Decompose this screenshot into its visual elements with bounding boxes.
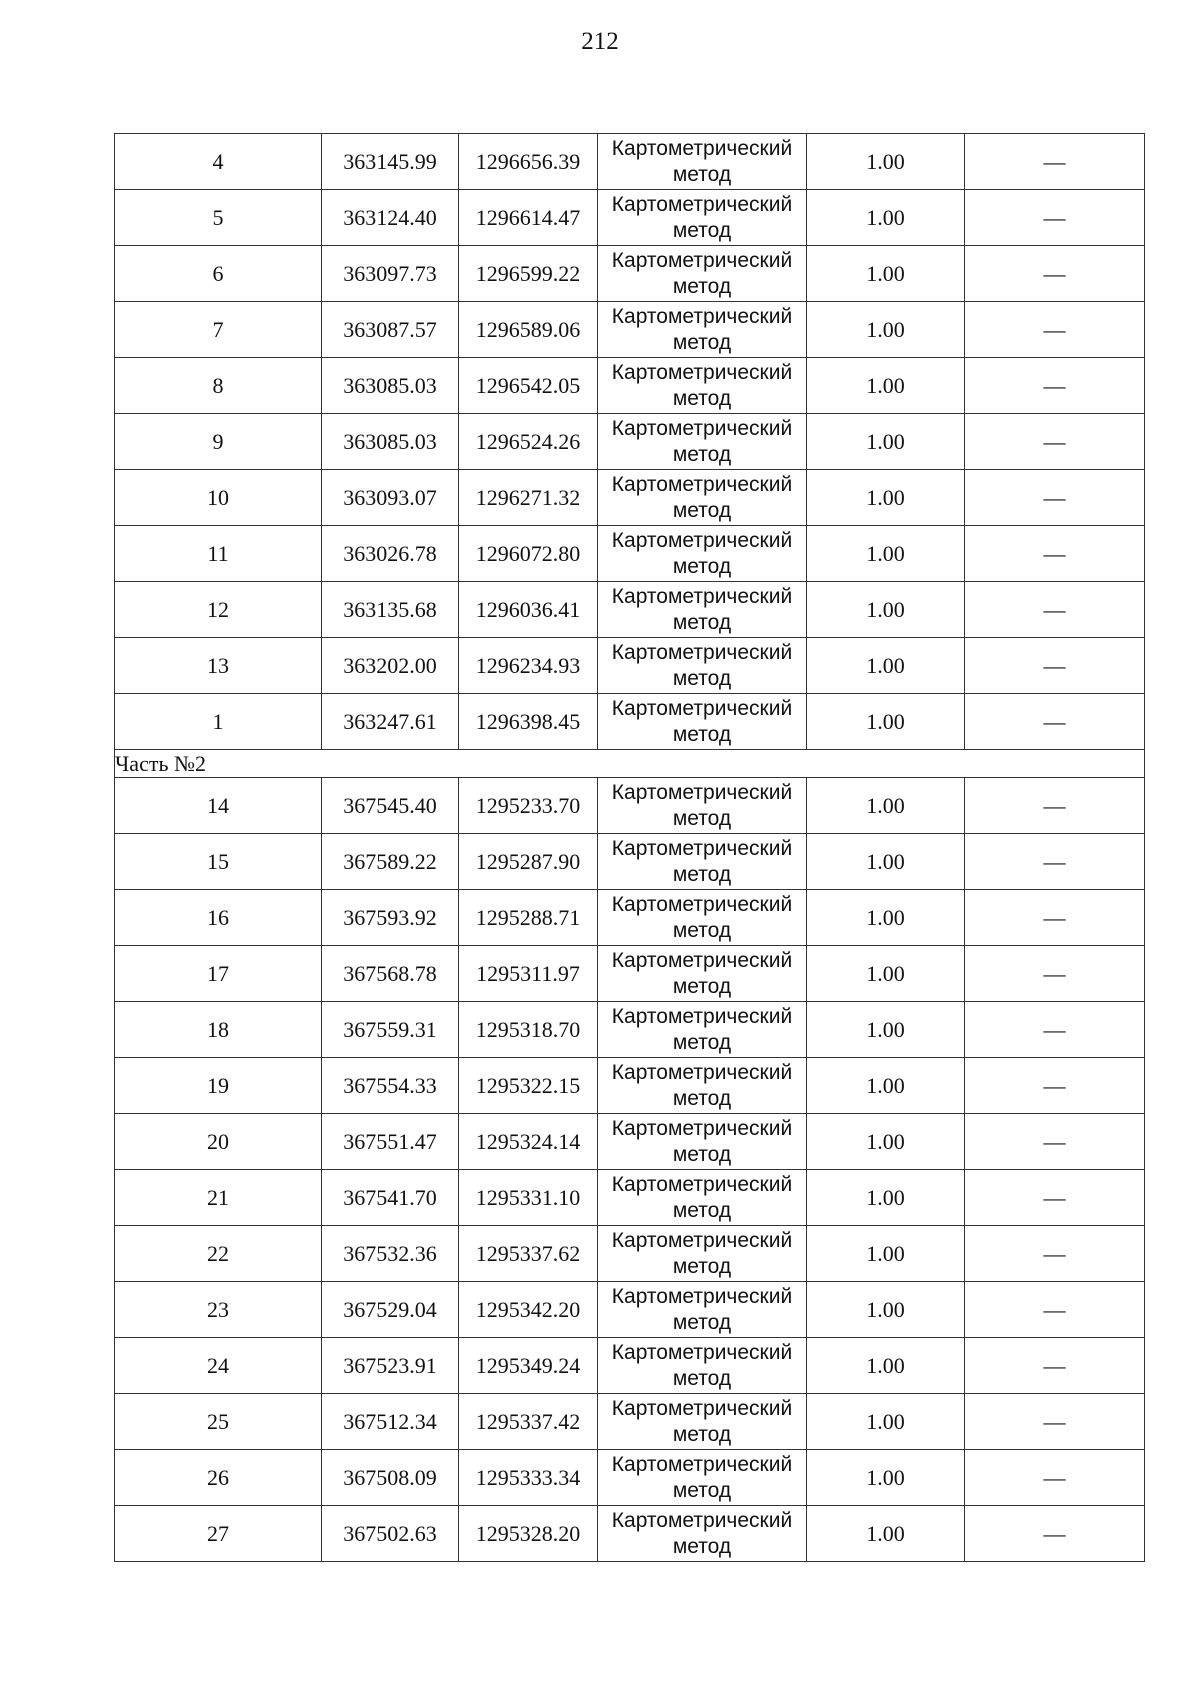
method-line-2: метод bbox=[672, 498, 732, 522]
coord-y: 1295349.24 bbox=[459, 1338, 598, 1394]
table-row bbox=[115, 1394, 1145, 1450]
method-line-2: метод bbox=[672, 554, 732, 578]
accuracy: 1.00 bbox=[807, 1282, 965, 1338]
method-line-2: метод bbox=[672, 1086, 732, 1110]
accuracy: 1.00 bbox=[807, 302, 965, 358]
method-line-2: метод bbox=[672, 806, 732, 830]
coord-x: 363085.03 bbox=[322, 414, 459, 470]
coord-y: 1295324.14 bbox=[459, 1114, 598, 1170]
coord-y: 1296524.26 bbox=[459, 414, 598, 470]
accuracy: 1.00 bbox=[807, 1506, 965, 1562]
coord-x: 363097.73 bbox=[322, 246, 459, 302]
method-line-1: Картометрический bbox=[611, 1060, 793, 1084]
description: — bbox=[965, 1170, 1145, 1226]
method-line-1: Картометрический bbox=[611, 1452, 793, 1476]
point-number: 11 bbox=[115, 526, 322, 582]
table-row bbox=[115, 1058, 1145, 1114]
method-line-2: метод bbox=[672, 610, 732, 634]
method-cell bbox=[598, 1338, 807, 1394]
method-cell bbox=[598, 1114, 807, 1170]
coord-x: 363247.61 bbox=[322, 694, 459, 750]
accuracy: 1.00 bbox=[807, 638, 965, 694]
method-line-2: метод bbox=[672, 1254, 732, 1278]
point-number: 10 bbox=[115, 470, 322, 526]
table-row bbox=[115, 638, 1145, 694]
method-cell bbox=[598, 1282, 807, 1338]
accuracy: 1.00 bbox=[807, 834, 965, 890]
description: — bbox=[965, 302, 1145, 358]
table-row bbox=[115, 1450, 1145, 1506]
table-row bbox=[115, 190, 1145, 246]
accuracy: 1.00 bbox=[807, 694, 965, 750]
point-number: 26 bbox=[115, 1450, 322, 1506]
accuracy: 1.00 bbox=[807, 470, 965, 526]
method-cell bbox=[598, 1394, 807, 1450]
accuracy: 1.00 bbox=[807, 1170, 965, 1226]
point-number: 22 bbox=[115, 1226, 322, 1282]
coord-x: 367554.33 bbox=[322, 1058, 459, 1114]
description: — bbox=[965, 1226, 1145, 1282]
method-line-1: Картометрический bbox=[611, 836, 793, 860]
coord-x: 363135.68 bbox=[322, 582, 459, 638]
description: — bbox=[965, 1282, 1145, 1338]
coord-y: 1295342.20 bbox=[459, 1282, 598, 1338]
coord-x: 363124.40 bbox=[322, 190, 459, 246]
coord-y: 1295287.90 bbox=[459, 834, 598, 890]
method-cell bbox=[598, 470, 807, 526]
point-number: 4 bbox=[115, 134, 322, 190]
method-cell bbox=[598, 358, 807, 414]
point-number: 19 bbox=[115, 1058, 322, 1114]
method-line-1: Картометрический bbox=[611, 696, 793, 720]
description: — bbox=[965, 1114, 1145, 1170]
method-line-2: метод bbox=[672, 1142, 732, 1166]
accuracy: 1.00 bbox=[807, 526, 965, 582]
accuracy: 1.00 bbox=[807, 890, 965, 946]
point-number: 27 bbox=[115, 1506, 322, 1562]
table-row bbox=[115, 302, 1145, 358]
description: — bbox=[965, 1002, 1145, 1058]
method-cell bbox=[598, 526, 807, 582]
description: — bbox=[965, 358, 1145, 414]
method-line-2: метод bbox=[672, 1534, 732, 1558]
section-label: Часть №2 bbox=[115, 750, 1145, 778]
coord-y: 1296589.06 bbox=[459, 302, 598, 358]
method-cell bbox=[598, 834, 807, 890]
coordinates-table bbox=[114, 133, 1145, 1562]
method-line-1: Картометрический bbox=[611, 472, 793, 496]
table-row bbox=[115, 1338, 1145, 1394]
point-number: 9 bbox=[115, 414, 322, 470]
point-number: 17 bbox=[115, 946, 322, 1002]
description: — bbox=[965, 778, 1145, 834]
method-line-2: метод bbox=[672, 386, 732, 410]
point-number: 5 bbox=[115, 190, 322, 246]
table-row bbox=[115, 470, 1145, 526]
method-line-1: Картометрический bbox=[611, 1284, 793, 1308]
description: — bbox=[965, 582, 1145, 638]
method-line-2: метод bbox=[672, 274, 732, 298]
method-line-1: Картометрический bbox=[611, 192, 793, 216]
table-row bbox=[115, 526, 1145, 582]
coord-y: 1296234.93 bbox=[459, 638, 598, 694]
coord-x: 367508.09 bbox=[322, 1450, 459, 1506]
method-cell bbox=[598, 1450, 807, 1506]
description: — bbox=[965, 246, 1145, 302]
coord-y: 1296656.39 bbox=[459, 134, 598, 190]
method-cell bbox=[598, 1002, 807, 1058]
description: — bbox=[965, 1058, 1145, 1114]
coord-y: 1296599.22 bbox=[459, 246, 598, 302]
table-row bbox=[115, 834, 1145, 890]
method-cell bbox=[598, 1058, 807, 1114]
accuracy: 1.00 bbox=[807, 190, 965, 246]
method-line-1: Картометрический bbox=[611, 1228, 793, 1252]
method-line-1: Картометрический bbox=[611, 528, 793, 552]
description: — bbox=[965, 134, 1145, 190]
point-number: 8 bbox=[115, 358, 322, 414]
coord-y: 1295233.70 bbox=[459, 778, 598, 834]
method-cell bbox=[598, 246, 807, 302]
coord-y: 1295337.42 bbox=[459, 1394, 598, 1450]
method-line-2: метод bbox=[672, 442, 732, 466]
point-number: 6 bbox=[115, 246, 322, 302]
table-row bbox=[115, 1170, 1145, 1226]
method-line-1: Картометрический bbox=[611, 1508, 793, 1532]
method-cell bbox=[598, 302, 807, 358]
coord-x: 367551.47 bbox=[322, 1114, 459, 1170]
method-cell bbox=[598, 946, 807, 1002]
table-row bbox=[115, 582, 1145, 638]
section-header bbox=[115, 750, 1145, 778]
table-row bbox=[115, 1002, 1145, 1058]
coord-x: 367559.31 bbox=[322, 1002, 459, 1058]
accuracy: 1.00 bbox=[807, 1058, 965, 1114]
point-number: 16 bbox=[115, 890, 322, 946]
coord-y: 1296072.80 bbox=[459, 526, 598, 582]
table-row bbox=[115, 1506, 1145, 1562]
method-line-1: Картометрический bbox=[611, 892, 793, 916]
description: — bbox=[965, 190, 1145, 246]
coord-x: 367502.63 bbox=[322, 1506, 459, 1562]
table-row bbox=[115, 414, 1145, 470]
table-row bbox=[115, 946, 1145, 1002]
accuracy: 1.00 bbox=[807, 246, 965, 302]
method-cell bbox=[598, 778, 807, 834]
method-cell bbox=[598, 638, 807, 694]
point-number: 14 bbox=[115, 778, 322, 834]
description: — bbox=[965, 470, 1145, 526]
method-line-2: метод bbox=[672, 862, 732, 886]
table-row bbox=[115, 1282, 1145, 1338]
accuracy: 1.00 bbox=[807, 1450, 965, 1506]
coord-x: 363026.78 bbox=[322, 526, 459, 582]
coord-y: 1295311.97 bbox=[459, 946, 598, 1002]
method-line-2: метод bbox=[672, 1310, 732, 1334]
accuracy: 1.00 bbox=[807, 134, 965, 190]
coord-y: 1295337.62 bbox=[459, 1226, 598, 1282]
coord-y: 1296398.45 bbox=[459, 694, 598, 750]
coord-x: 363145.99 bbox=[322, 134, 459, 190]
table-row bbox=[115, 778, 1145, 834]
table-row bbox=[115, 890, 1145, 946]
method-line-1: Картометрический bbox=[611, 780, 793, 804]
method-line-2: метод bbox=[672, 330, 732, 354]
coord-x: 367532.36 bbox=[322, 1226, 459, 1282]
description: — bbox=[965, 1450, 1145, 1506]
coord-y: 1295318.70 bbox=[459, 1002, 598, 1058]
accuracy: 1.00 bbox=[807, 1394, 965, 1450]
method-line-2: метод bbox=[672, 218, 732, 242]
method-line-1: Картометрический bbox=[611, 948, 793, 972]
part2-rows bbox=[115, 778, 1145, 1562]
coord-x: 367529.04 bbox=[322, 1282, 459, 1338]
point-number: 15 bbox=[115, 834, 322, 890]
coord-x: 367512.34 bbox=[322, 1394, 459, 1450]
coord-x: 367568.78 bbox=[322, 946, 459, 1002]
coord-x: 367589.22 bbox=[322, 834, 459, 890]
accuracy: 1.00 bbox=[807, 414, 965, 470]
coord-x: 367523.91 bbox=[322, 1338, 459, 1394]
coord-x: 363087.57 bbox=[322, 302, 459, 358]
description: — bbox=[965, 526, 1145, 582]
method-line-2: метод bbox=[672, 666, 732, 690]
table-row bbox=[115, 246, 1145, 302]
point-number: 21 bbox=[115, 1170, 322, 1226]
accuracy: 1.00 bbox=[807, 358, 965, 414]
method-cell bbox=[598, 582, 807, 638]
coord-x: 367541.70 bbox=[322, 1170, 459, 1226]
method-line-2: метод bbox=[672, 918, 732, 942]
method-line-1: Картометрический bbox=[611, 1340, 793, 1364]
method-line-1: Картометрический bbox=[611, 416, 793, 440]
method-line-2: метод bbox=[672, 1198, 732, 1222]
accuracy: 1.00 bbox=[807, 1226, 965, 1282]
coord-y: 1295333.34 bbox=[459, 1450, 598, 1506]
method-line-2: метод bbox=[672, 722, 732, 746]
method-line-2: метод bbox=[672, 1366, 732, 1390]
description: — bbox=[965, 638, 1145, 694]
accuracy: 1.00 bbox=[807, 1002, 965, 1058]
part1-rows bbox=[115, 134, 1145, 750]
accuracy: 1.00 bbox=[807, 582, 965, 638]
point-number: 12 bbox=[115, 582, 322, 638]
method-line-1: Картометрический bbox=[611, 360, 793, 384]
coord-x: 367545.40 bbox=[322, 778, 459, 834]
point-number: 13 bbox=[115, 638, 322, 694]
method-cell bbox=[598, 190, 807, 246]
accuracy: 1.00 bbox=[807, 1338, 965, 1394]
table-row bbox=[115, 1226, 1145, 1282]
accuracy: 1.00 bbox=[807, 1114, 965, 1170]
method-cell bbox=[598, 890, 807, 946]
point-number: 1 bbox=[115, 694, 322, 750]
method-cell bbox=[598, 694, 807, 750]
coord-x: 363202.00 bbox=[322, 638, 459, 694]
description: — bbox=[965, 414, 1145, 470]
point-number: 7 bbox=[115, 302, 322, 358]
coord-y: 1295322.15 bbox=[459, 1058, 598, 1114]
method-line-1: Картометрический bbox=[611, 584, 793, 608]
description: — bbox=[965, 1394, 1145, 1450]
method-line-1: Картометрический bbox=[611, 1116, 793, 1140]
method-cell bbox=[598, 134, 807, 190]
coord-x: 363085.03 bbox=[322, 358, 459, 414]
accuracy: 1.00 bbox=[807, 778, 965, 834]
coord-y: 1295331.10 bbox=[459, 1170, 598, 1226]
coord-y: 1296036.41 bbox=[459, 582, 598, 638]
method-line-2: метод bbox=[672, 1478, 732, 1502]
method-line-2: метод bbox=[672, 1030, 732, 1054]
page-number: 212 bbox=[581, 28, 619, 55]
description: — bbox=[965, 694, 1145, 750]
description: — bbox=[965, 890, 1145, 946]
coord-y: 1295328.20 bbox=[459, 1506, 598, 1562]
table-row bbox=[115, 134, 1145, 190]
coord-y: 1296542.05 bbox=[459, 358, 598, 414]
method-line-1: Картометрический bbox=[611, 248, 793, 272]
table-row bbox=[115, 694, 1145, 750]
point-number: 18 bbox=[115, 1002, 322, 1058]
method-line-1: Картометрический bbox=[611, 136, 793, 160]
description: — bbox=[965, 1506, 1145, 1562]
description: — bbox=[965, 946, 1145, 1002]
point-number: 23 bbox=[115, 1282, 322, 1338]
method-line-2: метод bbox=[672, 974, 732, 998]
coord-y: 1296614.47 bbox=[459, 190, 598, 246]
method-cell bbox=[598, 1226, 807, 1282]
method-line-2: метод bbox=[672, 162, 732, 186]
table-row bbox=[115, 358, 1145, 414]
table-row bbox=[115, 1114, 1145, 1170]
point-number: 20 bbox=[115, 1114, 322, 1170]
accuracy: 1.00 bbox=[807, 946, 965, 1002]
description: — bbox=[965, 834, 1145, 890]
method-line-1: Картометрический bbox=[611, 1172, 793, 1196]
point-number: 24 bbox=[115, 1338, 322, 1394]
coord-y: 1295288.71 bbox=[459, 890, 598, 946]
method-line-1: Картометрический bbox=[611, 1004, 793, 1028]
method-line-1: Картометрический bbox=[611, 640, 793, 664]
method-cell bbox=[598, 1170, 807, 1226]
method-line-2: метод bbox=[672, 1422, 732, 1446]
coord-x: 367593.92 bbox=[322, 890, 459, 946]
method-cell bbox=[598, 414, 807, 470]
method-cell bbox=[598, 1506, 807, 1562]
description: — bbox=[965, 1338, 1145, 1394]
method-line-1: Картометрический bbox=[611, 304, 793, 328]
point-number: 25 bbox=[115, 1394, 322, 1450]
coord-x: 363093.07 bbox=[322, 470, 459, 526]
method-line-1: Картометрический bbox=[611, 1396, 793, 1420]
coord-y: 1296271.32 bbox=[459, 470, 598, 526]
